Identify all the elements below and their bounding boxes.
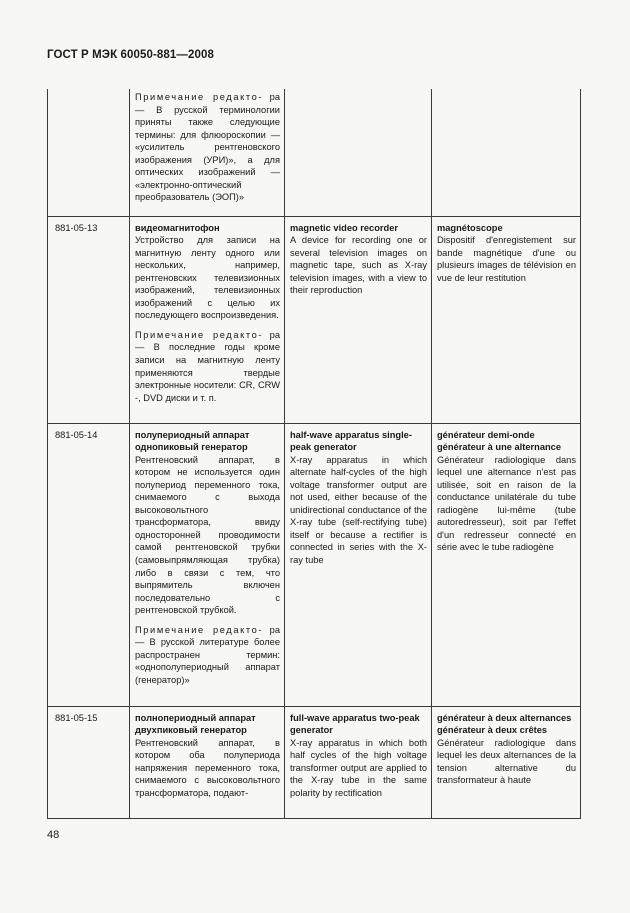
term-number: 881-05-15 bbox=[48, 706, 130, 818]
term-number: 881-05-14 bbox=[48, 423, 130, 706]
fr-cell bbox=[432, 216, 581, 423]
en-cell bbox=[285, 706, 432, 818]
table-row bbox=[48, 89, 581, 216]
fr-term: générateur à deux alternances générateur à deux crêtes bbox=[437, 712, 572, 736]
ru-term: видеомагнитофон bbox=[135, 222, 220, 233]
page-number: 48 bbox=[47, 829, 60, 841]
note-text: ра — В последние годы кроме записи на магнитную ленту применяются твердые электронные носители: CR, CRW -, DVD диски и т. п. bbox=[135, 329, 280, 403]
fr-cell bbox=[432, 706, 581, 818]
fr-term: magnétoscope bbox=[437, 222, 503, 233]
ru-cell bbox=[130, 216, 285, 423]
note-text: ра — В русской терминологии приняты также следующие термины: для флюороскопии — «усилитель рентгеновского изображения (УРИ)», а для оптических изображений — «электронно-оптический преобразователь (ЭОП)» bbox=[135, 92, 280, 203]
ru-cell bbox=[130, 423, 285, 706]
table-row bbox=[48, 706, 581, 818]
ru-definition: Рентгеновский аппарат, в котором оба полупериода напряжения переменного тока, снимаемого с высоковольтного трансформатора, подают- bbox=[135, 737, 280, 798]
note-label: Примечание редакто- bbox=[135, 624, 264, 635]
en-cell bbox=[285, 216, 432, 423]
note-label: Примечание редакто- bbox=[135, 92, 264, 102]
fr-cell bbox=[432, 423, 581, 706]
table-row bbox=[48, 216, 581, 423]
note-text: ра — В русской литературе более распространен термин: «однополупериодный аппарат (генератор)» bbox=[135, 624, 280, 685]
fr-term: générateur demi-onde générateur à une alternance bbox=[437, 429, 562, 453]
table-row bbox=[48, 423, 581, 706]
en-cell bbox=[285, 423, 432, 706]
note-label: Примечание редакто- bbox=[135, 329, 264, 340]
en-definition: A device for recording one or several television images on magnetic tape, such as X-ray television images, with a view to their reproduction bbox=[290, 235, 427, 296]
fr-definition: Dispositif d'enregistement sur bande magnétique d'une ou plusieurs images de télévision en vue de leur restitution bbox=[437, 235, 576, 283]
en-term: half-wave apparatus single-peak generator bbox=[290, 429, 412, 453]
ru-cell bbox=[130, 706, 285, 818]
term-number: 881-05-13 bbox=[48, 216, 130, 423]
en-term: full-wave apparatus two-peak generator bbox=[290, 712, 420, 736]
ru-term: полупериодный аппарат однопиковый генератор bbox=[135, 429, 250, 453]
ru-cell bbox=[130, 89, 285, 216]
ru-term: полнопериодный аппарат двухпиковый генератор bbox=[135, 712, 256, 736]
document-header: ГОСТ Р МЭК 60050-881—2008 bbox=[47, 49, 214, 61]
fr-cell bbox=[432, 89, 581, 216]
ru-definition: Устройство для записи на магнитную ленту одного или нескольких, например, рентгеновских телевизионных изображений, телевизионных изображений с целью их последующего воспроизведения. bbox=[135, 235, 280, 321]
en-definition: X-ray apparatus in which alternate half-cycles of the high voltage transformer output are not used, either because of the unidirectional conductance of the X-ray tube (self-rectifying tube) itself or because a rectifier is connected in series with the X-ray tube bbox=[290, 454, 427, 565]
fr-definition: Générateur radiologique dans lequel les deux alternances de la tension alternative du transformateur à haute bbox=[437, 737, 576, 786]
number-cell bbox=[48, 89, 130, 216]
en-cell bbox=[285, 89, 432, 216]
ru-note bbox=[135, 91, 280, 204]
fr-definition: Générateur radiologique dans lequel une alternance n'est pas utilisée, soit en raison de la conductance unilatérale du tube radiogène lui-même (tube autoredresseur), soit par l'effet d'un redresseur connecté en série avec le tube radiogène bbox=[437, 454, 576, 553]
en-term: magnetic video recorder bbox=[290, 222, 398, 233]
en-definition: X-ray apparatus in which both half cycles of the high voltage transformer output are applied to the X-ray tube in the same polarity by rectification bbox=[290, 737, 427, 798]
ru-definition: Рентгеновский аппарат, в котором не используется один полупериод переменного тока, снимаемого с выхода высоковольтного трансформатора, ввиду односторонней проводимости самой рентгеновской трубки (самовыпрямляющая трубка) либо в связи с тем, что выпрямитель включен последовательно с рентгеновской трубкой. bbox=[135, 454, 280, 616]
ru-note bbox=[135, 329, 280, 404]
terms-table bbox=[47, 89, 581, 819]
ru-note bbox=[135, 624, 280, 687]
